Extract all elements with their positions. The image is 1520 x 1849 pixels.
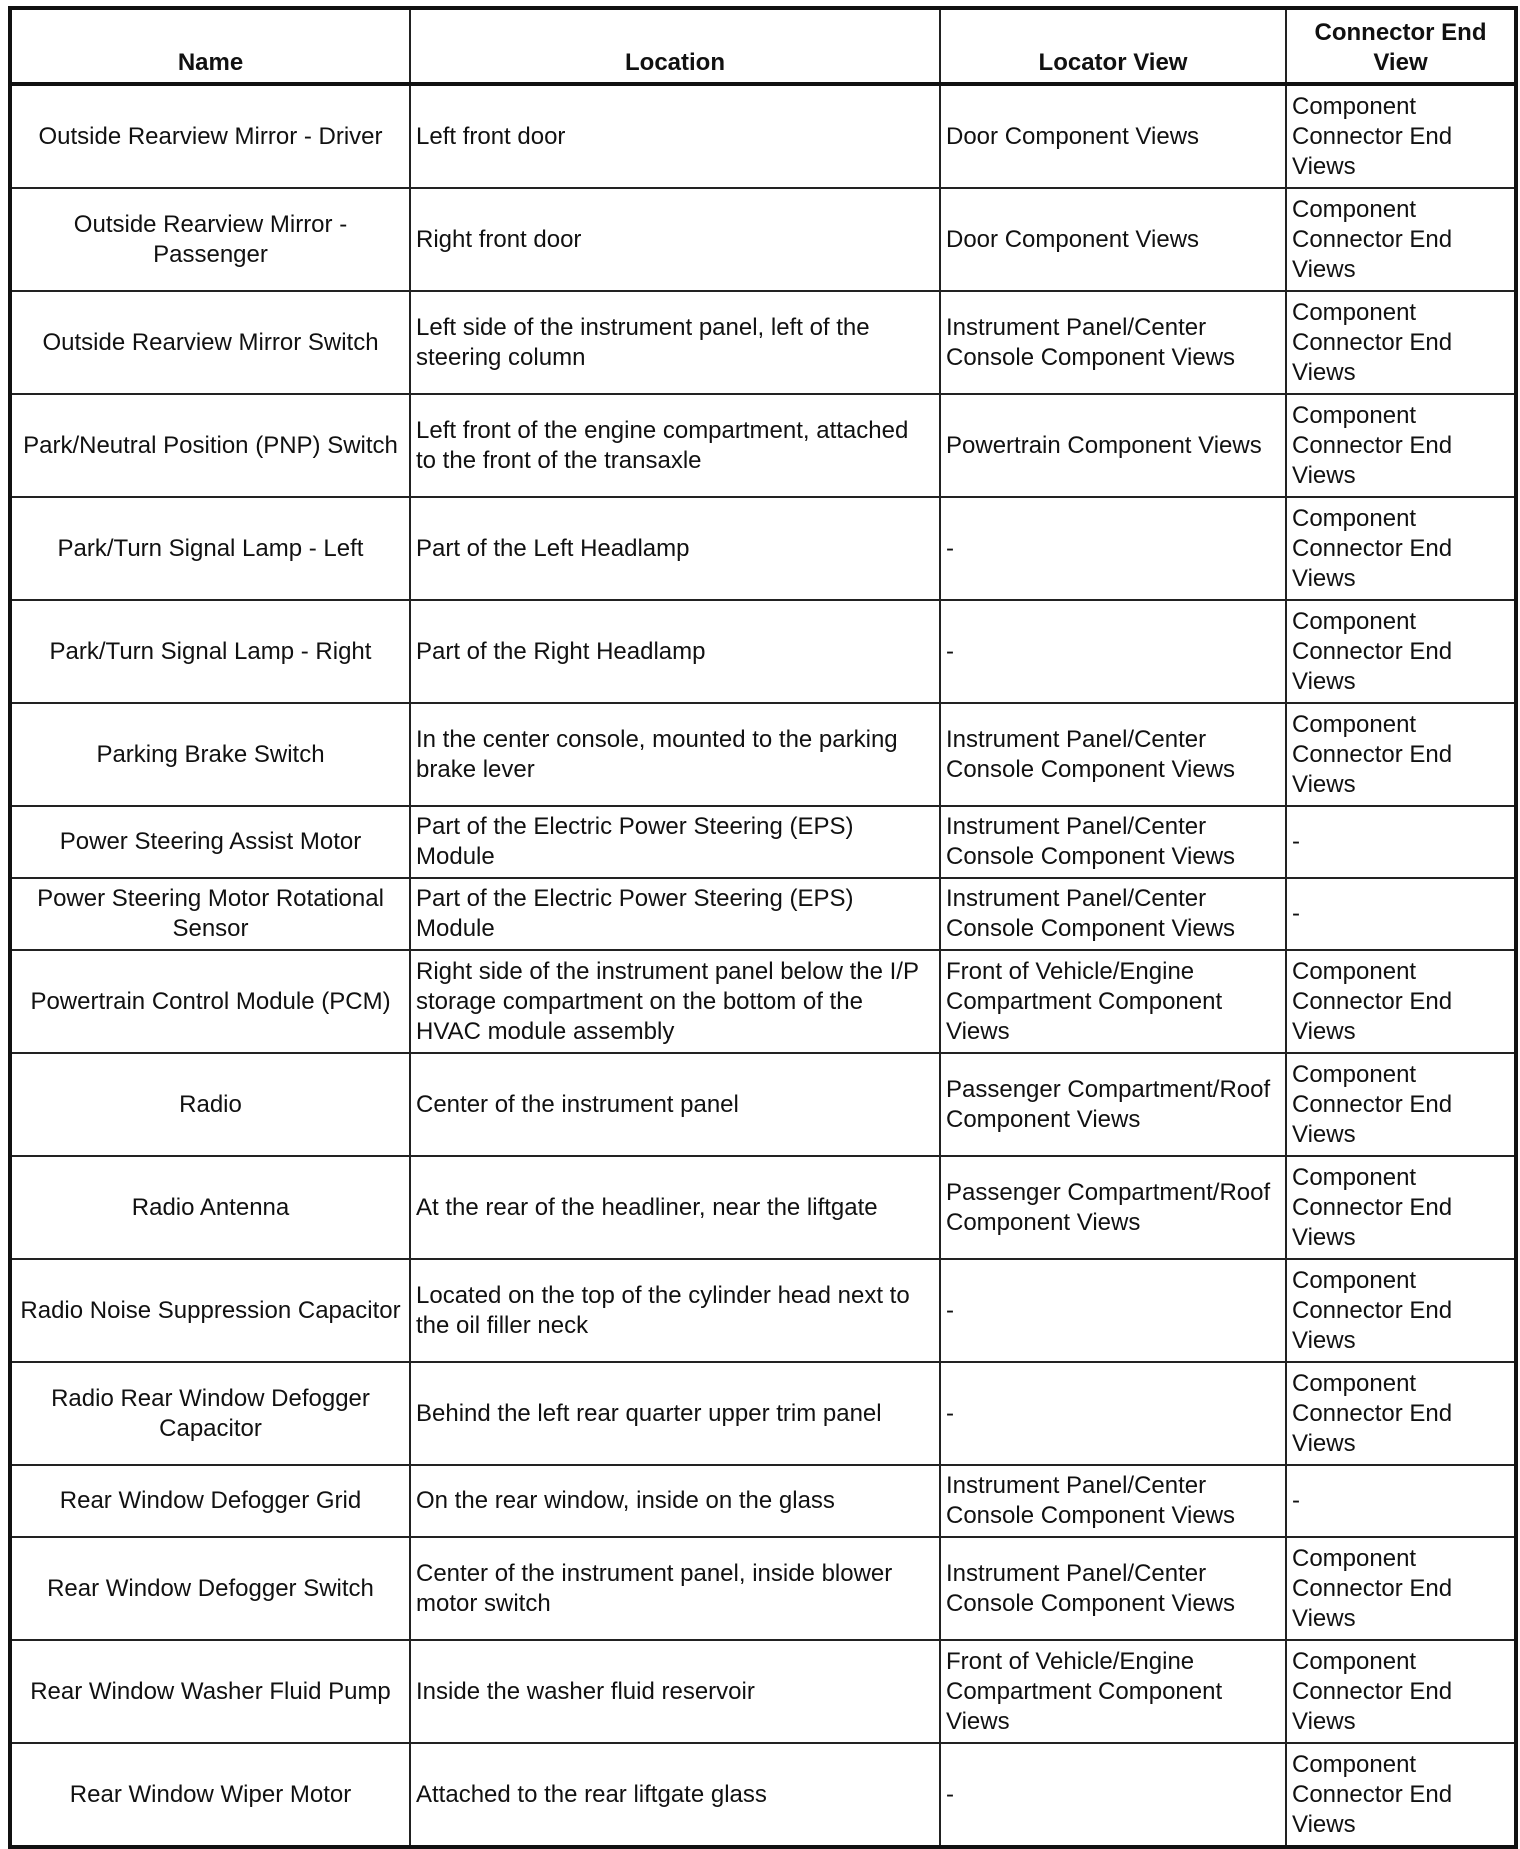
- cell-name: Parking Brake Switch: [10, 703, 410, 806]
- cell-connector-end-view: Component Connector End Views: [1286, 1259, 1516, 1362]
- cell-locator-view: Passenger Compartment/Roof Component Views: [940, 1053, 1286, 1156]
- cell-locator-view: -: [940, 1259, 1286, 1362]
- cell-name: Outside Rearview Mirror - Passenger: [10, 188, 410, 291]
- cell-connector-end-view: Component Connector End Views: [1286, 188, 1516, 291]
- cell-locator-view: -: [940, 600, 1286, 703]
- cell-connector-end-view: Component Connector End Views: [1286, 703, 1516, 806]
- table-row: [10, 1537, 1516, 1640]
- cell-connector-end-view: Component Connector End Views: [1286, 1053, 1516, 1156]
- cell-connector-end-view: -: [1286, 806, 1516, 878]
- component-locator-table-sheet: [8, 6, 1514, 1838]
- table-row: [10, 1640, 1516, 1743]
- cell-connector-end-view: Component Connector End Views: [1286, 84, 1516, 188]
- cell-location: Part of the Electric Power Steering (EPS) Module: [410, 878, 940, 950]
- table-row: [10, 1259, 1516, 1362]
- table-row: [10, 188, 1516, 291]
- cell-locator-view: Instrument Panel/Center Console Component Views: [940, 291, 1286, 394]
- table-row: [10, 497, 1516, 600]
- cell-connector-end-view: Component Connector End Views: [1286, 1537, 1516, 1640]
- cell-locator-view: Door Component Views: [940, 84, 1286, 188]
- cell-locator-view: -: [940, 497, 1286, 600]
- cell-locator-view: Door Component Views: [940, 188, 1286, 291]
- cell-connector-end-view: Component Connector End Views: [1286, 950, 1516, 1053]
- cell-connector-end-view: Component Connector End Views: [1286, 394, 1516, 497]
- cell-location: Attached to the rear liftgate glass: [410, 1743, 940, 1847]
- cell-location: Left front of the engine compartment, attached to the front of the transaxle: [410, 394, 940, 497]
- cell-locator-view: Instrument Panel/Center Console Component Views: [940, 703, 1286, 806]
- cell-location: Part of the Right Headlamp: [410, 600, 940, 703]
- cell-name: Outside Rearview Mirror Switch: [10, 291, 410, 394]
- cell-connector-end-view: Component Connector End Views: [1286, 497, 1516, 600]
- cell-location: Part of the Electric Power Steering (EPS) Module: [410, 806, 940, 878]
- cell-location: On the rear window, inside on the glass: [410, 1465, 940, 1537]
- cell-name: Rear Window Defogger Grid: [10, 1465, 410, 1537]
- cell-name: Radio Antenna: [10, 1156, 410, 1259]
- cell-location: Left front door: [410, 84, 940, 188]
- cell-name: Power Steering Motor Rotational Sensor: [10, 878, 410, 950]
- cell-name: Radio Noise Suppression Capacitor: [10, 1259, 410, 1362]
- cell-location: At the rear of the headliner, near the liftgate: [410, 1156, 940, 1259]
- cell-locator-view: Instrument Panel/Center Console Component Views: [940, 1537, 1286, 1640]
- cell-name: Rear Window Wiper Motor: [10, 1743, 410, 1847]
- cell-connector-end-view: Component Connector End Views: [1286, 1640, 1516, 1743]
- cell-locator-view: Front of Vehicle/Engine Compartment Component Views: [940, 1640, 1286, 1743]
- table-header: [10, 8, 1516, 84]
- header-locator-view: Locator View: [940, 8, 1286, 84]
- cell-location: In the center console, mounted to the parking brake lever: [410, 703, 940, 806]
- cell-locator-view: Passenger Compartment/Roof Component Views: [940, 1156, 1286, 1259]
- cell-name: Radio Rear Window Defogger Capacitor: [10, 1362, 410, 1465]
- table-row: [10, 950, 1516, 1053]
- cell-locator-view: Powertrain Component Views: [940, 394, 1286, 497]
- cell-name: Outside Rearview Mirror - Driver: [10, 84, 410, 188]
- table-row: [10, 291, 1516, 394]
- cell-connector-end-view: Component Connector End Views: [1286, 1743, 1516, 1847]
- table-row: [10, 878, 1516, 950]
- table-row: [10, 1465, 1516, 1537]
- cell-location: Behind the left rear quarter upper trim panel: [410, 1362, 940, 1465]
- cell-name: Park/Turn Signal Lamp - Left: [10, 497, 410, 600]
- component-locator-table: [8, 6, 1518, 1849]
- cell-locator-view: -: [940, 1362, 1286, 1465]
- header-connector-end-view: Connector End View: [1286, 8, 1516, 84]
- cell-location: Center of the instrument panel, inside blower motor switch: [410, 1537, 940, 1640]
- cell-name: Rear Window Defogger Switch: [10, 1537, 410, 1640]
- cell-locator-view: Instrument Panel/Center Console Component Views: [940, 878, 1286, 950]
- cell-locator-view: Front of Vehicle/Engine Compartment Component Views: [940, 950, 1286, 1053]
- table-row: [10, 1156, 1516, 1259]
- cell-connector-end-view: -: [1286, 878, 1516, 950]
- header-name: Name: [10, 8, 410, 84]
- cell-location: Left side of the instrument panel, left of the steering column: [410, 291, 940, 394]
- cell-connector-end-view: Component Connector End Views: [1286, 600, 1516, 703]
- cell-name: Radio: [10, 1053, 410, 1156]
- cell-location: Right side of the instrument panel below the I/P storage compartment on the bottom of the HVAC module assembly: [410, 950, 940, 1053]
- cell-name: Rear Window Washer Fluid Pump: [10, 1640, 410, 1743]
- cell-name: Park/Turn Signal Lamp - Right: [10, 600, 410, 703]
- table-row: [10, 703, 1516, 806]
- table-row: [10, 1362, 1516, 1465]
- cell-location: Part of the Left Headlamp: [410, 497, 940, 600]
- cell-locator-view: Instrument Panel/Center Console Component Views: [940, 1465, 1286, 1537]
- cell-location: Inside the washer fluid reservoir: [410, 1640, 940, 1743]
- table-row: [10, 84, 1516, 188]
- table-row: [10, 1743, 1516, 1847]
- cell-locator-view: -: [940, 1743, 1286, 1847]
- table-row: [10, 806, 1516, 878]
- table-row: [10, 394, 1516, 497]
- cell-location: Right front door: [410, 188, 940, 291]
- cell-locator-view: Instrument Panel/Center Console Component Views: [940, 806, 1286, 878]
- cell-connector-end-view: Component Connector End Views: [1286, 291, 1516, 394]
- cell-connector-end-view: Component Connector End Views: [1286, 1362, 1516, 1465]
- cell-location: Located on the top of the cylinder head next to the oil filler neck: [410, 1259, 940, 1362]
- cell-location: Center of the instrument panel: [410, 1053, 940, 1156]
- cell-connector-end-view: -: [1286, 1465, 1516, 1537]
- cell-connector-end-view: Component Connector End Views: [1286, 1156, 1516, 1259]
- table-row: [10, 1053, 1516, 1156]
- table-row: [10, 600, 1516, 703]
- cell-name: Powertrain Control Module (PCM): [10, 950, 410, 1053]
- header-location: Location: [410, 8, 940, 84]
- cell-name: Power Steering Assist Motor: [10, 806, 410, 878]
- header-row: [10, 8, 1516, 84]
- cell-name: Park/Neutral Position (PNP) Switch: [10, 394, 410, 497]
- table-body: [10, 84, 1516, 1847]
